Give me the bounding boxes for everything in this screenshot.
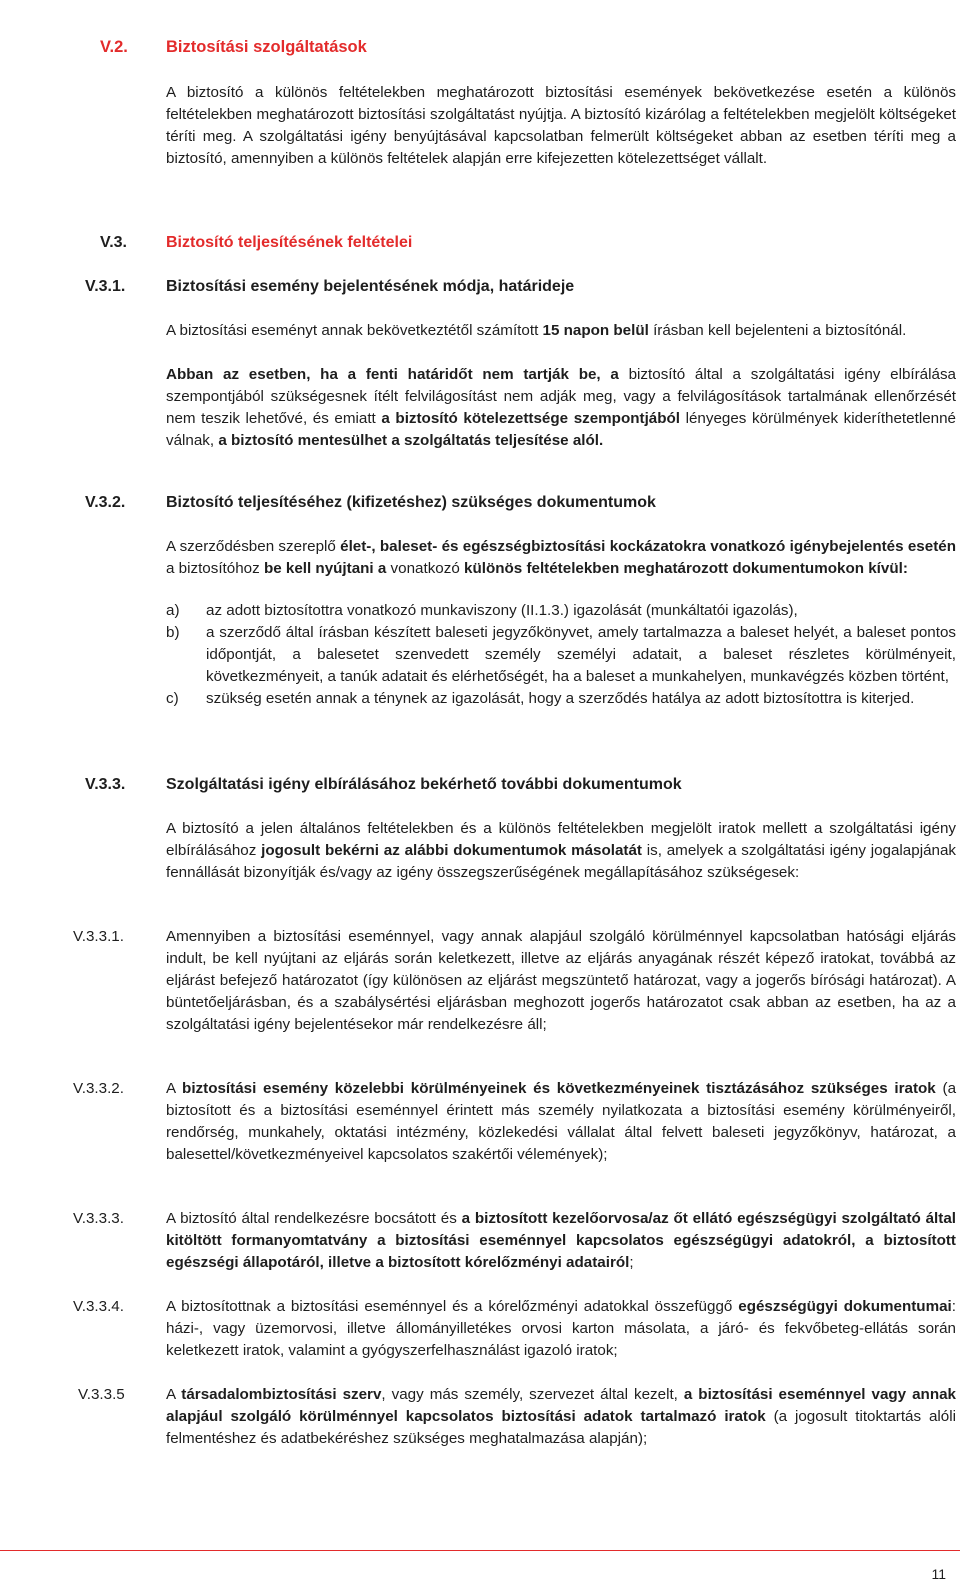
paragraph: A biztosító a különös feltételekben meghatározott biztosítási események bekövetkezése esetén a különös feltételekben meghatározott biztosítási szolgáltatást nyújtja. A biztosító kizárólag a feltételekben megjelölt költségeket téríti meg. A szolgáltatási igény benyújtásával kapcsolatban felmerült költségeket abban az esetben téríti meg a biztosító, amennyiben a különös feltételek alapján erre kifejezetten kötelezettséget vállalt.: [166, 84, 956, 167]
footer-rule: [0, 1550, 960, 1551]
paragraph: A biztosítási eseményt annak bekövetkeztétől számított 15 napon belül írásban kell bejelenteni a biztosítónál.: [166, 322, 907, 339]
section-title: Szolgáltatási igény elbírálásához bekérhető további dokumentumok: [166, 776, 682, 793]
section-number: V.3.2.: [85, 494, 126, 511]
paragraph: Amennyiben a biztosítási eseménnyel, vagy annak alapjául szolgáló körülménnyel kapcsolatban hatósági eljárás indult, be kell nyújtani az eljárás során keletkezett, illetve az eljárás anyagának részét képező iratokat, továbbá az eljárást befejező határozatot (így különösen az eljárást megszüntető határozat, vagy a jogerős bírósági határozat). A büntetőeljárásban, és a szabálysértési eljárásban meghozott jogerős határozatot csak abban az esetben, ha az a szolgáltatási igény bejelentésekor már rendelkezésre áll;: [166, 928, 956, 1033]
list-item: c) szükség esetén annak a ténynek az igazolását, hogy a szerződés hatálya az adott biztosítottra is kiterjed.: [166, 690, 915, 707]
list-item: a) az adott biztosítottra vonatkozó munkaviszony (II.1.3.) igazolását (munkáltatói igazolás),: [166, 602, 798, 619]
paragraph: A társadalombiztosítási szerv, vagy más személy, szervezet által kezelt, a biztosítási eseménnyel vagy annak alapjául szolgáló körülménnyel kapcsolatos biztosítási adatok tartalmazó iratok (a jogosult titoktartás alóli felmentéshez és adatbekéréshez szükséges meghatalmazása alapján);: [166, 1386, 957, 1447]
section-title: Biztosító teljesítéséhez (kifizetéshez) szükséges dokumentumok: [166, 494, 656, 511]
paragraph: A biztosítási esemény közelebbi körülményeinek és következményeinek tisztázásához szükséges iratok (a biztosított és a biztosítási eseménnyel érintett más személy nyilatkozata a biztosítási esemény körülményeiről, rendőrség, munkahely, oktatási intézmény, közlekedési vállalat által felvett baleseti jegyzőkönyv, határozat, a balesettel/következményeivel kapcsolatos szakértői vélemények);: [166, 1080, 957, 1163]
item-number: V.3.3.5: [78, 1386, 125, 1403]
section-number: V.3.: [100, 234, 127, 251]
list-item: b) a szerződő által írásban készített baleseti jegyzőkönyvet, amely tartalmazza a baleset helyét, a baleset pontos időpontját, a balesetet szenvedett személy személyi adatait, a baleset részletes körülményeit, következményeit, a tanúk adatait és elérhetőségét, ha a baleset a munkahelyen, munkavégzés közben történt,: [166, 624, 956, 685]
section-title: Biztosítási esemény bejelentésének módja, határideje: [166, 278, 575, 295]
paragraph: A biztosítottnak a biztosítási eseménnyel és a kórelőzményi adatokkal összefüggő egészségügyi dokumentumai: házi-, vagy üzemorvosi, illetve állományilletékes orvosi karton másolata, a járó- és fekvőbeteg-ellátás során keletkezett iratok, valamint a gyógyszerfelhasználást igazoló iratok;: [166, 1298, 956, 1359]
section-number: V.3.3.: [85, 776, 126, 793]
paragraph: Abban az esetben, ha a fenti határidőt nem tartják be, a biztosító által a szolgáltatási igény elbírálása szempontjából szükségesnek ítélt felvilágosítást nem adják meg, vagy a felvilágosítások tartalmának ellenőrzését nem teszik lehetővé, és emiatt a biztosító kötelezettsége szempontjából lényeges körülmények kideríthetetlenné válnak, a biztosító mentesülhet a szolgáltatás teljesítése alól.: [166, 366, 956, 449]
item-number: V.3.3.2.: [73, 1080, 124, 1097]
page-number: 11: [931, 1566, 946, 1582]
paragraph: A szerződésben szereplő élet-, baleset- és egészségbiztosítási kockázatokra vonatkozó igénybejelentés esetén a biztosítóhoz be kell nyújtani a vonatkozó különös feltételekben meghatározott dokumentumokon kívül:: [166, 538, 956, 577]
section-number: V.3.1.: [85, 278, 126, 295]
document-list: [166, 600, 956, 710]
item-number: V.3.3.4.: [73, 1298, 124, 1315]
item-number: V.3.3.3.: [73, 1210, 124, 1227]
section-title: Biztosító teljesítésének feltételei: [166, 234, 413, 251]
paragraph: A biztosító a jelen általános feltételekben és a különös feltételekben megjelölt iratok mellett a szolgáltatási igény elbírálásához jogosult bekérni az alábbi dokumentumok másolatát is, amelyek a szolgáltatási igény jogalapjának fennállását bizonyítják és/vagy az igény összegszerűségének megállapításához szükségesek:: [166, 820, 956, 881]
section-title: Biztosítási szolgáltatások: [166, 38, 367, 56]
section-number: V.2.: [100, 38, 128, 56]
paragraph: A biztosító által rendelkezésre bocsátott és a biztosított kezelőorvosa/az őt ellátó egészségügyi szolgáltató által kitöltött formanyomtatvány a biztosítási eseménnyel kapcsolatos egészségügyi adatokról, a biztosított egészségi állapotáról, illetve a biztosított kórelőzményi adatairól;: [166, 1210, 956, 1271]
item-number: V.3.3.1.: [73, 928, 124, 945]
